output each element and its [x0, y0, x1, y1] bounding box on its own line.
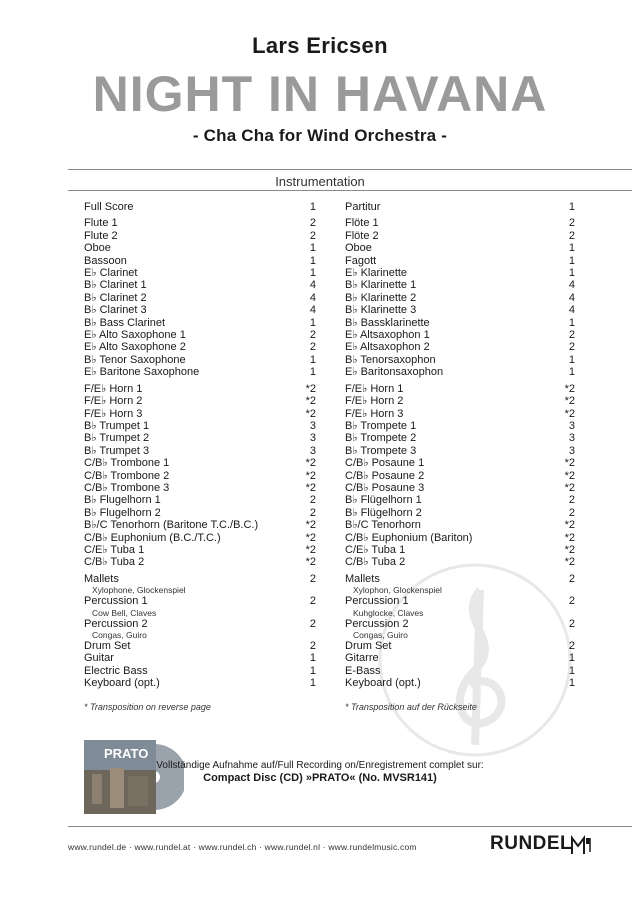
instrument-row [345, 482, 575, 494]
instrument-name: E-Bass [345, 664, 381, 677]
instrument-name: B♭/C Tenorhorn [345, 519, 421, 532]
instrument-quantity: *2 [305, 531, 316, 544]
instrument-name: C/B♭ Tuba 2 [84, 556, 145, 569]
instrument-name: B♭ Flugelhorn 1 [84, 494, 161, 507]
instrument-quantity: *2 [564, 556, 575, 569]
instrument-quantity: 1 [568, 242, 575, 255]
instrument-quantity: 1 [568, 254, 575, 267]
instrument-quantity: *2 [564, 382, 575, 395]
instrument-quantity: 2 [309, 572, 316, 585]
instrument-name: Keyboard (opt.) [345, 677, 421, 690]
instrument-row [84, 573, 316, 585]
instrument-name: Fagott [345, 254, 377, 267]
instrument-row [345, 544, 575, 556]
instrument-name: C/B♭ Euphonium (Bariton) [345, 531, 473, 544]
instrumentation-heading: Instrumentation [275, 174, 365, 189]
instrument-row [84, 242, 316, 254]
instrument-row [345, 420, 575, 432]
instrument-quantity: 2 [568, 229, 575, 242]
cd-cover-title: PRATO [104, 746, 149, 761]
instrument-row [345, 292, 575, 304]
instrument-name: Mallets [84, 572, 119, 585]
instrument-quantity: 1 [309, 366, 316, 379]
instrument-name: Electric Bass [84, 664, 148, 677]
instrument-quantity: 3 [309, 432, 316, 445]
instrument-quantity: 1 [309, 242, 316, 255]
instrument-name: Oboe [84, 242, 111, 255]
instrument-quantity: 1 [309, 316, 316, 329]
instrument-name: B♭ Klarinette 3 [345, 304, 417, 317]
instrument-quantity: 3 [568, 444, 575, 457]
instrument-quantity: *2 [305, 556, 316, 569]
instrument-name: F/E♭ Horn 3 [84, 407, 143, 420]
instrument-row [84, 652, 316, 664]
instrument-name: Drum Set [345, 640, 392, 652]
instrument-quantity: *2 [305, 469, 316, 482]
instrument-quantity: 1 [309, 677, 316, 690]
transposition-note: * Transposition on reverse page [84, 701, 211, 712]
piece-subtitle: - Cha Cha for Wind Orchestra - [192, 126, 448, 145]
instrument-quantity: *2 [564, 519, 575, 532]
instrument-row [345, 677, 575, 689]
instrument-quantity: 2 [568, 617, 575, 630]
instrument-name: B♭ Flugelhorn 2 [84, 506, 161, 519]
instrument-detail: Congas, Guiro [353, 630, 408, 640]
instrument-row [345, 595, 575, 607]
instrument-name: B♭ Trumpet 3 [84, 444, 150, 457]
instrument-detail: Kuhglocke, Claves [353, 607, 424, 618]
instrument-name: B♭/C Tenorhorn (Baritone T.C./B.C.) [84, 519, 259, 532]
instrument-quantity: *2 [305, 481, 316, 494]
instrument-quantity: 1 [568, 267, 575, 280]
instrument-name: E♭ Altsaxophon 2 [345, 341, 430, 354]
instrument-name: F/E♭ Horn 2 [84, 395, 143, 408]
instrument-quantity: *2 [305, 457, 316, 470]
instrument-quantity: *2 [564, 543, 575, 556]
instrument-quantity: *2 [564, 457, 575, 470]
instrument-name: Percussion 1 [84, 595, 148, 608]
instrument-row [84, 304, 316, 316]
instrument-row [84, 595, 316, 607]
instrument-name: Flöte 1 [345, 217, 379, 230]
instrument-row [345, 267, 575, 279]
instrument-quantity: 1 [568, 316, 575, 329]
instrument-row [345, 556, 575, 568]
instrument-row [84, 329, 316, 341]
instrument-name: Guitar [84, 652, 114, 665]
instrument-quantity: 1 [568, 664, 575, 677]
instrument-name: Partitur [345, 201, 381, 213]
instrument-row [345, 519, 575, 531]
instrument-row [84, 420, 316, 432]
footer-divider [68, 826, 632, 827]
instrument-row [84, 482, 316, 494]
instrument-quantity: *2 [564, 469, 575, 482]
instrument-quantity: *2 [305, 543, 316, 556]
instrument-quantity: 2 [568, 506, 575, 519]
instrument-row [84, 677, 316, 689]
instrument-row [84, 217, 316, 229]
instrument-row [84, 432, 316, 444]
instrument-name: B♭ Tenor Saxophone [84, 353, 186, 366]
instrument-quantity: 4 [309, 279, 316, 292]
instrument-row [345, 494, 575, 506]
instrument-list-german [345, 201, 575, 713]
instrument-row [345, 317, 575, 329]
instrument-quantity: 4 [568, 279, 575, 292]
instrument-name: C/B♭ Trombone 1 [84, 457, 170, 470]
instrument-quantity: *2 [564, 531, 575, 544]
instrument-name: B♭ Flügelhorn 2 [345, 506, 422, 519]
instrument-row [345, 201, 575, 213]
instrument-quantity: *2 [564, 481, 575, 494]
recording-info [0, 759, 640, 785]
instrument-detail: Cow Bell, Claves [92, 607, 157, 618]
instrument-quantity: *2 [305, 382, 316, 395]
instrument-row [345, 383, 575, 395]
instrument-row [345, 408, 575, 420]
instrument-quantity: 2 [309, 506, 316, 519]
instrument-name: B♭ Bass Clarinet [84, 316, 165, 329]
instrument-row [345, 255, 575, 267]
instrument-quantity: *2 [564, 407, 575, 420]
instrument-name: Bassoon [84, 254, 127, 267]
instrument-quantity: *2 [564, 395, 575, 408]
instrument-row [345, 279, 575, 291]
instrument-quantity: *2 [305, 395, 316, 408]
instrument-quantity: 3 [568, 419, 575, 432]
instrument-quantity: 1 [309, 652, 316, 665]
instrument-name: E♭ Klarinette [345, 267, 408, 280]
instrument-quantity: 2 [568, 595, 575, 608]
instrument-row [84, 366, 316, 378]
instrument-detail: Congas, Guiro [92, 630, 147, 640]
instrument-row [84, 255, 316, 267]
instrument-quantity: 2 [568, 494, 575, 507]
instrument-name: F/E♭ Horn 1 [84, 382, 143, 395]
instrument-name: E♭ Alto Saxophone 1 [84, 329, 186, 342]
instrument-row [345, 341, 575, 353]
instrument-name: B♭ Clarinet 2 [84, 291, 147, 304]
instrument-name: Keyboard (opt.) [84, 677, 160, 690]
instrument-name: B♭ Flügelhorn 1 [345, 494, 422, 507]
instrument-name: C/B♭ Euphonium (B.C./T.C.) [84, 531, 221, 544]
instrument-quantity: 1 [309, 353, 316, 366]
instrument-name: B♭ Klarinette 2 [345, 291, 417, 304]
instrument-name: E♭ Clarinet [84, 267, 138, 280]
instrument-row [345, 217, 575, 229]
rundel-logo: RUNDEL [490, 833, 573, 854]
instrument-row [345, 395, 575, 407]
recording-line-1: Vollständige Aufnahme auf/Full Recording on/Enregistrement complet sur: [156, 760, 484, 771]
instrument-row [84, 267, 316, 279]
instrument-row [345, 230, 575, 242]
instrument-quantity: 2 [568, 329, 575, 342]
instrument-row [84, 395, 316, 407]
instrument-quantity: 2 [568, 217, 575, 230]
rundel-logo-icon [570, 834, 592, 856]
instrument-name: B♭ Trompete 3 [345, 444, 417, 457]
instrument-name: C/B♭ Trombone 3 [84, 481, 170, 494]
instrument-name: C/B♭ Posaune 1 [345, 457, 425, 470]
instrument-quantity: *2 [305, 407, 316, 420]
instrument-name: Flöte 2 [345, 229, 379, 242]
recording-line-2: Compact Disc (CD) »PRATO« (No. MVSR141) [203, 772, 437, 784]
instrument-row [345, 573, 575, 585]
instrument-row [84, 354, 316, 366]
instrument-row [84, 201, 316, 213]
instrument-row [345, 445, 575, 457]
instrument-row [345, 432, 575, 444]
instrument-name: E♭ Alto Saxophone 2 [84, 341, 186, 354]
instrument-name: B♭ Tenorsaxophon [345, 353, 436, 366]
instrument-quantity: 1 [568, 353, 575, 366]
instrument-quantity: 2 [309, 494, 316, 507]
instrument-name: B♭ Clarinet 3 [84, 304, 147, 317]
instrument-quantity: 4 [309, 304, 316, 317]
heading-divider [68, 190, 632, 191]
instrument-name: Flute 1 [84, 217, 118, 230]
instrument-name: C/B♭ Posaune 3 [345, 481, 425, 494]
instrument-quantity: 1 [568, 652, 575, 665]
instrument-row [345, 652, 575, 664]
instrument-name: C/B♭ Trombone 2 [84, 469, 170, 482]
instrument-quantity: 1 [309, 201, 316, 213]
instrument-quantity: 2 [309, 640, 316, 652]
instrument-name: Full Score [84, 201, 134, 213]
instrument-quantity: 1 [309, 664, 316, 677]
instrument-quantity: 2 [309, 341, 316, 354]
instrument-name: Percussion 1 [345, 595, 409, 608]
instrument-name: B♭ Trompete 2 [345, 432, 417, 445]
instrument-name: E♭ Altsaxophon 1 [345, 329, 430, 342]
instrument-name: F/E♭ Horn 1 [345, 382, 404, 395]
instrument-name: B♭ Bassklarinette [345, 316, 430, 329]
instrument-name: E♭ Baritone Saxophone [84, 366, 200, 379]
instrument-quantity: 1 [309, 254, 316, 267]
instrument-quantity: 1 [568, 677, 575, 690]
instrument-quantity: 2 [568, 572, 575, 585]
instrument-name: B♭ Clarinet 1 [84, 279, 147, 292]
instrument-row [84, 519, 316, 531]
instrument-quantity: 4 [309, 291, 316, 304]
instrument-row [345, 329, 575, 341]
instrument-quantity: 3 [309, 444, 316, 457]
instrument-quantity: 1 [568, 366, 575, 379]
instrument-name: F/E♭ Horn 3 [345, 407, 404, 420]
instrument-row [84, 383, 316, 395]
instrument-name: C/E♭ Tuba 1 [345, 543, 406, 556]
instrument-row [84, 230, 316, 242]
instrument-quantity: 1 [568, 201, 575, 213]
instrument-quantity: 2 [309, 329, 316, 342]
instrument-quantity: 2 [309, 617, 316, 630]
instrument-name: Percussion 2 [345, 617, 409, 630]
composer-name: Lars Ericsen [252, 33, 388, 58]
instrument-row [345, 618, 575, 630]
instrument-row [345, 304, 575, 316]
instrument-row [345, 532, 575, 544]
instrument-quantity: 3 [309, 419, 316, 432]
instrument-quantity: 1 [309, 267, 316, 280]
instrument-name: F/E♭ Horn 2 [345, 395, 404, 408]
instrument-row [84, 640, 316, 652]
instrument-quantity: 2 [568, 640, 575, 652]
instrument-quantity: 4 [568, 304, 575, 317]
instrument-row [84, 494, 316, 506]
instrument-name: Flute 2 [84, 229, 118, 242]
instrument-quantity: 2 [309, 217, 316, 230]
instrument-name: C/B♭ Tuba 2 [345, 556, 406, 569]
instrument-row [84, 408, 316, 420]
instrument-row [345, 507, 575, 519]
instrument-name: C/E♭ Tuba 1 [84, 543, 145, 556]
instrument-row [84, 544, 316, 556]
instrument-row [345, 457, 575, 469]
instrument-row [84, 341, 316, 353]
instrument-row [84, 470, 316, 482]
instrument-row [84, 457, 316, 469]
instrument-quantity: 3 [568, 432, 575, 445]
instrument-row [84, 665, 316, 677]
instrument-row [345, 354, 575, 366]
instrument-detail: Xylophon, Glockenspiel [353, 585, 442, 596]
instrument-row [345, 665, 575, 677]
instrument-row [84, 279, 316, 291]
instrument-name: Oboe [345, 242, 372, 255]
instrument-name: B♭ Trumpet 1 [84, 419, 150, 432]
top-divider [68, 169, 632, 170]
instrument-name: B♭ Trompete 1 [345, 419, 417, 432]
instrument-quantity: 2 [568, 341, 575, 354]
instrument-quantity: 2 [309, 595, 316, 608]
footer-links[interactable]: www.rundel.de · www.rundel.at · www.rundel.ch · www.rundel.nl · www.rundelmusic.com [68, 842, 417, 852]
instrument-detail: Xylophone, Glockenspiel [92, 585, 186, 596]
instrument-name: Mallets [345, 572, 380, 585]
instrument-quantity: 4 [568, 291, 575, 304]
instrument-list-english [84, 201, 316, 713]
piece-title: NIGHT IN HAVANA [92, 66, 548, 122]
transposition-note: * Transposition auf der Rückseite [345, 701, 477, 712]
instrument-name: B♭ Trumpet 2 [84, 432, 150, 445]
instrument-row [84, 445, 316, 457]
instrument-name: E♭ Baritonsaxophon [345, 366, 444, 379]
instrument-name: B♭ Klarinette 1 [345, 279, 417, 292]
instrument-name: Drum Set [84, 640, 131, 652]
instrument-row [345, 366, 575, 378]
instrument-quantity: 2 [309, 229, 316, 242]
instrument-row [345, 470, 575, 482]
instrument-quantity: *2 [305, 519, 316, 532]
instrument-row [345, 640, 575, 652]
instrument-row [84, 618, 316, 630]
instrument-name: Percussion 2 [84, 617, 148, 630]
instrument-row [84, 532, 316, 544]
instrument-row [345, 242, 575, 254]
instrument-row [84, 556, 316, 568]
instrument-name: Gitarre [345, 652, 379, 665]
instrument-row [84, 507, 316, 519]
instrument-name: C/B♭ Posaune 2 [345, 469, 425, 482]
instrument-row [84, 292, 316, 304]
instrument-row [84, 317, 316, 329]
